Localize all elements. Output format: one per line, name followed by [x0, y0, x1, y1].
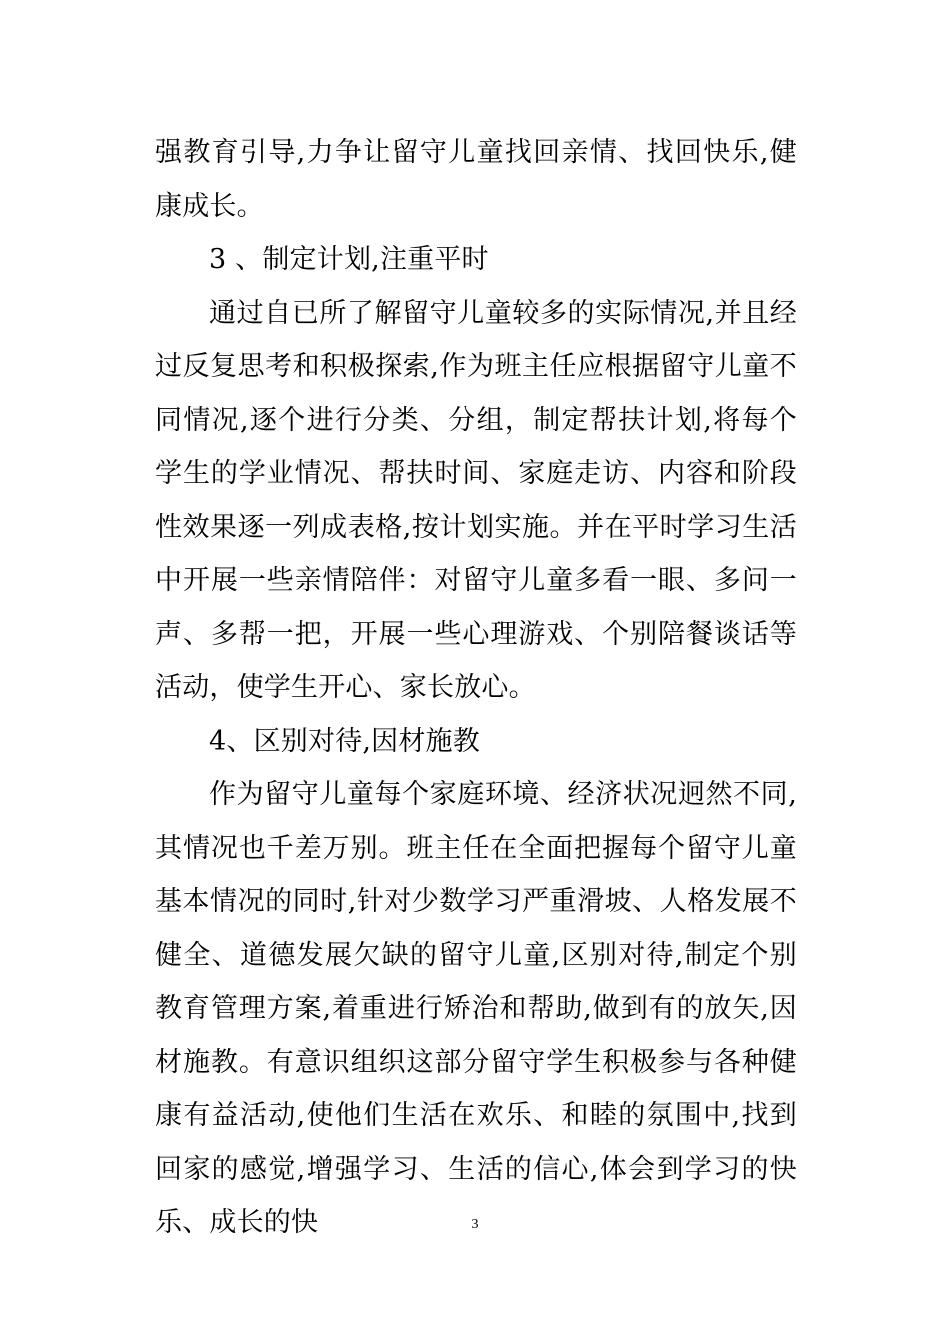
- section-heading-3: 3 、制定计划,注重平时: [209, 244, 489, 275]
- body-text: [155, 126, 797, 1250]
- paragraph-differentiated: 作为留守儿童每个家庭环境、经济状况迥然不同,其情况也千差万别。班主任在全面把握每个留守儿童基本情况的同时,针对少数学习严重滑坡、人格发展不健全、道德发展欠缺的留守儿童,区别对待,制定个别教育管理方案,着重进行矫治和帮助,做到有的放矢,因材施教。有意识组织这部分留守学生积极参与各种健康有益活动,使他们生活在欢乐、和睦的氛围中,找到回家的感觉,增强学习、生活的信心,体会到学习的快乐、成长的快: [155, 779, 797, 1238]
- page-number: 3: [471, 1217, 479, 1232]
- paragraph-plan: 通过自已所了解留守儿童较多的实际情况,并且经过反复思考和积极探索,作为班主任应根据留守儿童不同情况,逐个进行分类、分组，制定帮扶计划,将每个学生的学业情况、帮扶时间、家庭走访、内容和阶段性效果逐一列成表格,按计划实施。并在平时学习生活中开展一些亲情陪伴：对留守儿童多看一眼、多问一声、多帮一把，开展一些心理游戏、个别陪餐谈话等活动，使学生开心、家长放心。: [155, 297, 797, 703]
- section-heading-4: 4、区别对待,因材施教: [209, 725, 480, 757]
- paragraph-continuation: 强教育引导,力争让留守儿童找回亲情、找回快乐,健康成长。: [155, 137, 797, 222]
